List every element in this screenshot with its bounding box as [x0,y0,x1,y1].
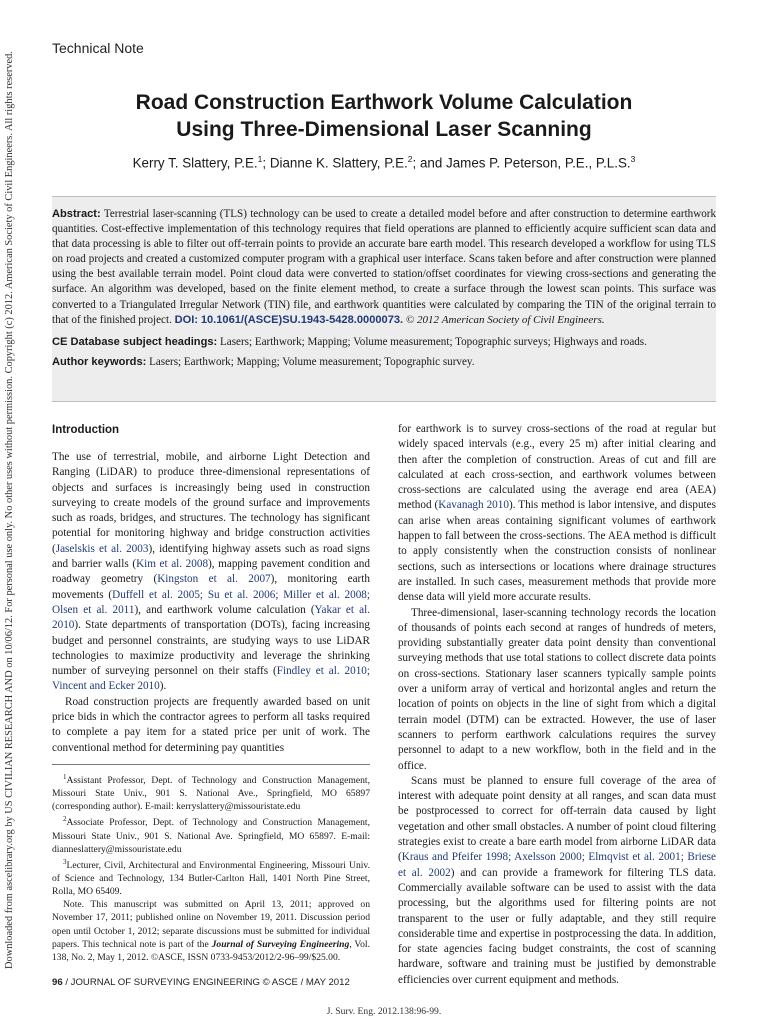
footnote-1 [52,771,370,813]
body-text: for earthwork is to survey cross-sections of the road at regular but widely spaced intervals (e.g., every 25 m) after initial clearing and then after the completion of construction. Areas of cut and fill are calculated at each cross-section, and earthwork volumes between cross-sections are calculated using the average end area (AEA) method ( [398,423,716,512]
author-keywords-label: Author keywords: [52,355,147,368]
author-2-affil: 2 [407,154,413,164]
body-text: ). [159,680,167,693]
intro-paragraph-4: Three-dimensional, laser-scanning technology records the location of thousands of points each second at ranges of hundreds of meters, providing substantially greater data point density than conventional surveying methods that use total stations to collect discrete data points on cross-sections. Stationary laser scanners typically sample points over a uniform array of vertical and horizontal angles and return the location of points on objects in the line of sight from which a digital terrain model (DTM) can be extracted. However, the use of laser scanners to perform earthwork calculations requires the survey personnel to adapt to a new workflow, both in the field and in the office. [398,606,716,772]
page-number: 96 [52,977,63,988]
reference-citation[interactable]: Kingston et al. 2007 [157,573,271,586]
footnote-2 [52,813,370,855]
abstract [52,207,716,328]
author-keywords-text: Lasers; Earthwork; Mapping; Volume measurement; Topographic survey. [149,355,475,368]
right-column [398,422,716,988]
intro-paragraph-3 [398,422,716,606]
doi-label: DOI: [174,313,199,326]
section-heading-introduction: Introduction [52,424,120,436]
title-line-2: Using Three-Dimensional Laser Scanning [176,118,592,141]
abstract-label: Abstract: [52,208,101,220]
footnote-3 [52,856,370,898]
intro-paragraph-1 [52,450,370,695]
manuscript-note-text: Note. This manuscript was submitted on April 13, 2011; approved on November 17, 2011; published online on November 19, 2011. Discussion period open until October 1, 2012; separate discussions must be submitted for individual papers. This technical note is part of the [52,899,370,950]
author-list [52,154,716,170]
paper-title [52,89,716,143]
download-notice-text: Downloaded from ascelibrary.org by US CIVILIAN RESEARCH AND on 10/06/12. For personal use only. No other uses without permission. Copyright (c) 2012. American Society of Civil Engineers. All rights reserved. [4,51,15,969]
footer-journal: / JOURNAL OF SURVEYING ENGINEERING © ASCE / MAY 2012 [62,977,350,988]
reference-citation[interactable]: Kavanagh 2010 [438,499,509,512]
page-footer [52,977,350,988]
footnote-2-mark: 2 [63,815,67,824]
journal-name: Journal of Surveying Engineering [211,938,350,950]
ce-headings-text: Lasers; Earthwork; Mapping; Volume measurement; Topographic surveys; Highways and roads. [220,335,647,348]
body-text: ), identifying highway assets such as road signs and barrier walls ( [52,542,371,571]
society-name: American Society of Civil Engineers. [441,313,605,326]
reference-citation[interactable]: Kim et al. 2008 [136,558,209,571]
footnote-1-mark: 1 [63,772,67,781]
ce-subject-headings [52,335,716,350]
body-text: ). State departments of transportation (DOTs), facing increasing budget and personnel constraints, are studying ways to use LiDAR technologies to maximize productivity and leverage the shrinking number of surveying personnel on their staffs ( [52,619,370,678]
doi-link[interactable]: 10.1061/(ASCE)SU.1943-5428.0000073. [200,313,404,326]
title-line-1: Road Construction Earthwork Volume Calculation [135,91,633,114]
footnote-2-text: Associate Professor, Dept. of Technology and Construction Management, Missouri State Univ., 901 S. National Ave. Springfield, MO 65897. E-mail: dianneslattery@missouristate.edu [52,817,370,855]
author-keywords [52,355,716,370]
abstract-box [52,196,716,402]
citation-line: J. Surv. Eng. 2012.138:96-99. [326,1006,442,1017]
abstract-text: Terrestrial laser-scanning (TLS) technology can be used to create a detailed model before and after construction to determine earthwork quantities. Cost-effective implementation of this technology requires that field operations are planned to efficiently acquire sufficient scan data and that data processing is able to filter out off-terrain points to provide an accurate bare earth model. This research developed a workflow for using TLS on road projects and created a customized computer program with a graphical user interface. Scans taken before and after construction were planned using the best available terrain model. Point cloud data were converted to station/offset coordinates for viewing cross-sections and generating the surface. An algorithm was developed, based on the finite element method, to create a surface through the lowest scan points. This surface was converted to a Triangulated Irregular Network (TIN) file, and earthwork quantities were calculated by comparing the TIN of the original terrain to that of the finished project. [52,208,717,326]
reference-citation[interactable]: Duffell et al. 2005; Su et al. 2006; Miller et al. 2008; Olsen et al. 2011 [52,588,370,616]
body-text: ), mapping pavement condition and roadway geometry ( [52,558,370,586]
copyright: © 2012 [405,313,440,326]
footnote-3-text: Lecturer, Civil, Architectural and Environmental Engineering, Missouri Univ. of Science and Technology, 134 Butler-Carlton Hall, 1401 North Pine Street, Rolla, MO 65409. [52,860,370,898]
author-2: ; Dianne K. Slattery, P.E. [262,155,408,171]
ce-headings-label: CE Database subject headings: [52,335,218,348]
reference-citation[interactable]: Yakar et al. 2010 [52,603,370,632]
download-notice [2,40,18,980]
manuscript-note [52,898,370,963]
body-text: ) and can provide a framework for filtering TLS data. Commercially available software can be used to assist with the data processing, but the algorithms used for filtering points are not transparent to the user or fully adaptable, and they still require considerable time and expertise in postprocessing the data. In addition, for state agencies facing budget constraints, the cost of scanning hardware, software and training must be justified by demonstrable efficiencies over current equipment and methods. [398,866,716,986]
reference-citation[interactable]: Kraus and Pfeifer 1998; Axelsson 2000; Elmqvist et al. 2001; Briese et al. 2002 [398,851,716,879]
intro-paragraph-5 [398,774,716,988]
manuscript-note-tail: , Vol. 138, No. 2, May 1, 2012. ©ASCE, ISSN 0733-9453/2012/2-96–99/$25.00. [52,938,370,963]
author-1: Kerry T. Slattery, P.E. [132,155,258,171]
body-text: The use of terrestrial, mobile, and airborne Light Detection and Ranging (LiDAR) to produce three-dimensional representations of objects and surfaces is increasingly being used in construction surveying to create models of the ground surface and improvements such as roads, bridges, and structures. The technology has significant potential for monitoring highway and bridge construction activities ( [52,451,370,555]
footnote-divider [52,764,370,765]
reference-citation[interactable]: Findley et al. 2010; Vincent and Ecker 2010 [52,665,370,693]
body-text: ). This method is labor intensive, and disputes can arise when areas containing significant volumes of earthwork happen to fall between the cross-sections. The AEA method is difficult to apply consistently when the construction consists of nonlinear sections, such as intersections or locations where drainage structures are installed. In such cases, measurement methods that provide more dense data will yield more accurate results. [398,499,716,604]
left-column [52,422,370,964]
section-type: Technical Note [52,40,144,56]
author-3: ; and James P. Peterson, P.E., P.L.S. [412,155,631,171]
footnote-1-text: Assistant Professor, Dept. of Technology and Construction Management, Missouri State Univ., 901 S. National Ave., Springfield, MO 65897 (corresponding author). E-mail: kerryslattery@missouristate.edu [52,775,370,813]
author-1-affil: 1 [257,154,263,164]
author-3-affil: 3 [630,154,636,164]
body-text: Scans must be planned to ensure full coverage of the area of interest with adequate point density at all ranges, and scan data must be postprocessed to correct for off-terrain data caused by light vegetation and other small obstacles. A number of point cloud filtering strategies exist to create a bare earth model from airborne LiDAR data ( [398,774,716,864]
reference-citation[interactable]: Jaselskis et al. 2003 [55,542,149,555]
body-text: ), and earthwork volume calculation ( [134,603,315,616]
intro-paragraph-2: Road construction projects are frequently awarded based on unit price bids in which the contractor agrees to perform all tasks required to complete a pay item for a stated price per unit of work. The conventional method for determining pay quantities [52,695,370,754]
footnote-3-mark: 3 [63,857,67,866]
body-text: ), monitoring earth movements ( [52,573,370,601]
